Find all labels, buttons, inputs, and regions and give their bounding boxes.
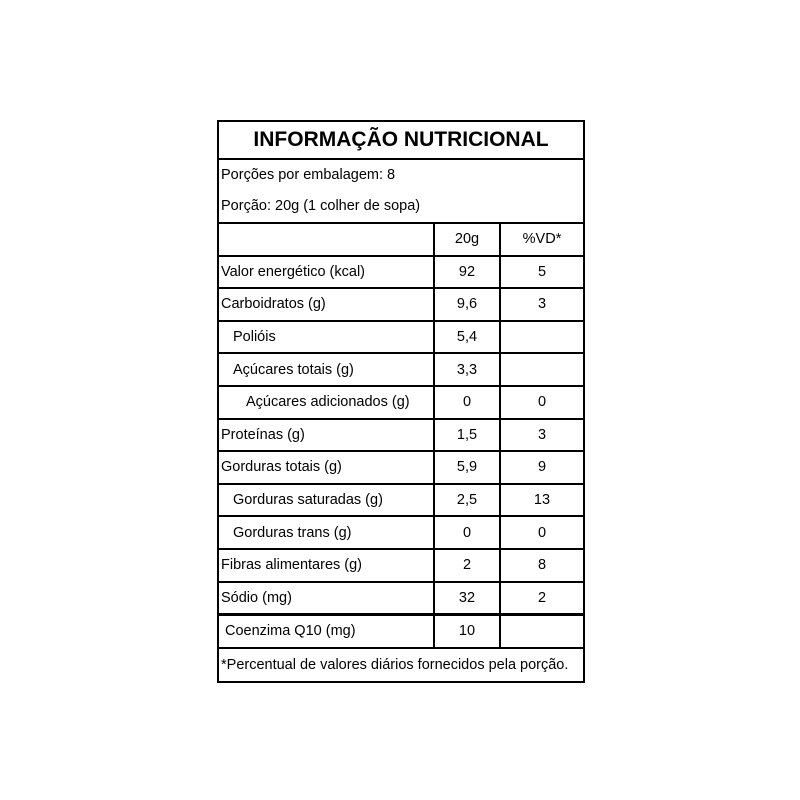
table-row	[219, 321, 583, 354]
nutrient-amount: 1,5	[434, 419, 500, 452]
nutrition-facts-label	[217, 120, 585, 683]
nutrient-dv: 9	[500, 451, 583, 484]
nutrient-name: Gorduras totais (g)	[219, 451, 434, 484]
nutrient-name: Açúcares adicionados (g)	[219, 386, 434, 419]
label-title: INFORMAÇÃO NUTRICIONAL	[219, 122, 583, 160]
nutrient-name: Fibras alimentares (g)	[219, 549, 434, 582]
nutrient-amount: 0	[434, 386, 500, 419]
nutrient-amount: 32	[434, 582, 500, 615]
nutrient-amount: 2	[434, 549, 500, 582]
table-row	[219, 419, 583, 452]
table-row	[219, 484, 583, 517]
column-header-amount: 20g	[434, 223, 500, 256]
nutrient-dv: 0	[500, 516, 583, 549]
table-row	[219, 516, 583, 549]
nutrient-amount: 0	[434, 516, 500, 549]
nutrient-dv: 3	[500, 419, 583, 452]
nutrient-name: Gorduras saturadas (g)	[219, 484, 434, 517]
table-row	[219, 451, 583, 484]
table-row	[219, 288, 583, 321]
table-row	[219, 256, 583, 289]
nutrient-name: Coenzima Q10 (mg)	[219, 615, 434, 648]
table-header-row	[219, 223, 583, 256]
table-row	[219, 582, 583, 615]
nutrient-name: Proteínas (g)	[219, 419, 434, 452]
nutrient-name: Valor energético (kcal)	[219, 256, 434, 289]
nutrient-name: Polióis	[219, 321, 434, 354]
nutrient-dv: 2	[500, 582, 583, 615]
nutrition-table	[219, 222, 583, 649]
nutrient-name: Gorduras trans (g)	[219, 516, 434, 549]
nutrient-amount: 9,6	[434, 288, 500, 321]
footnote: *Percentual de valores diários fornecidos pela porção.	[221, 656, 569, 673]
nutrient-amount: 2,5	[434, 484, 500, 517]
nutrient-dv: 3	[500, 288, 583, 321]
nutrient-amount: 92	[434, 256, 500, 289]
nutrient-dv: 8	[500, 549, 583, 582]
nutrient-amount: 10	[434, 615, 500, 648]
column-header-dv: %VD*	[500, 223, 583, 256]
serving-size: Porção: 20g (1 colher de sopa)	[221, 198, 421, 214]
nutrient-dv: 13	[500, 484, 583, 517]
table-row	[219, 386, 583, 419]
nutrient-name: Açúcares totais (g)	[219, 353, 434, 386]
nutrient-dv: 5	[500, 256, 583, 289]
nutrient-amount: 5,4	[434, 321, 500, 354]
nutrient-amount: 3,3	[434, 353, 500, 386]
servings-per-package: Porções por embalagem: 8	[221, 167, 396, 183]
nutrient-name: Carboidratos (g)	[219, 288, 434, 321]
nutrient-amount: 5,9	[434, 451, 500, 484]
nutrient-name: Sódio (mg)	[219, 582, 434, 615]
nutrient-dv	[500, 353, 583, 386]
nutrient-dv: 0	[500, 386, 583, 419]
table-row	[219, 353, 583, 386]
nutrient-dv	[500, 615, 583, 648]
table-row	[219, 615, 583, 648]
column-header-nutrient	[219, 223, 434, 256]
nutrient-dv	[500, 321, 583, 354]
table-row	[219, 549, 583, 582]
